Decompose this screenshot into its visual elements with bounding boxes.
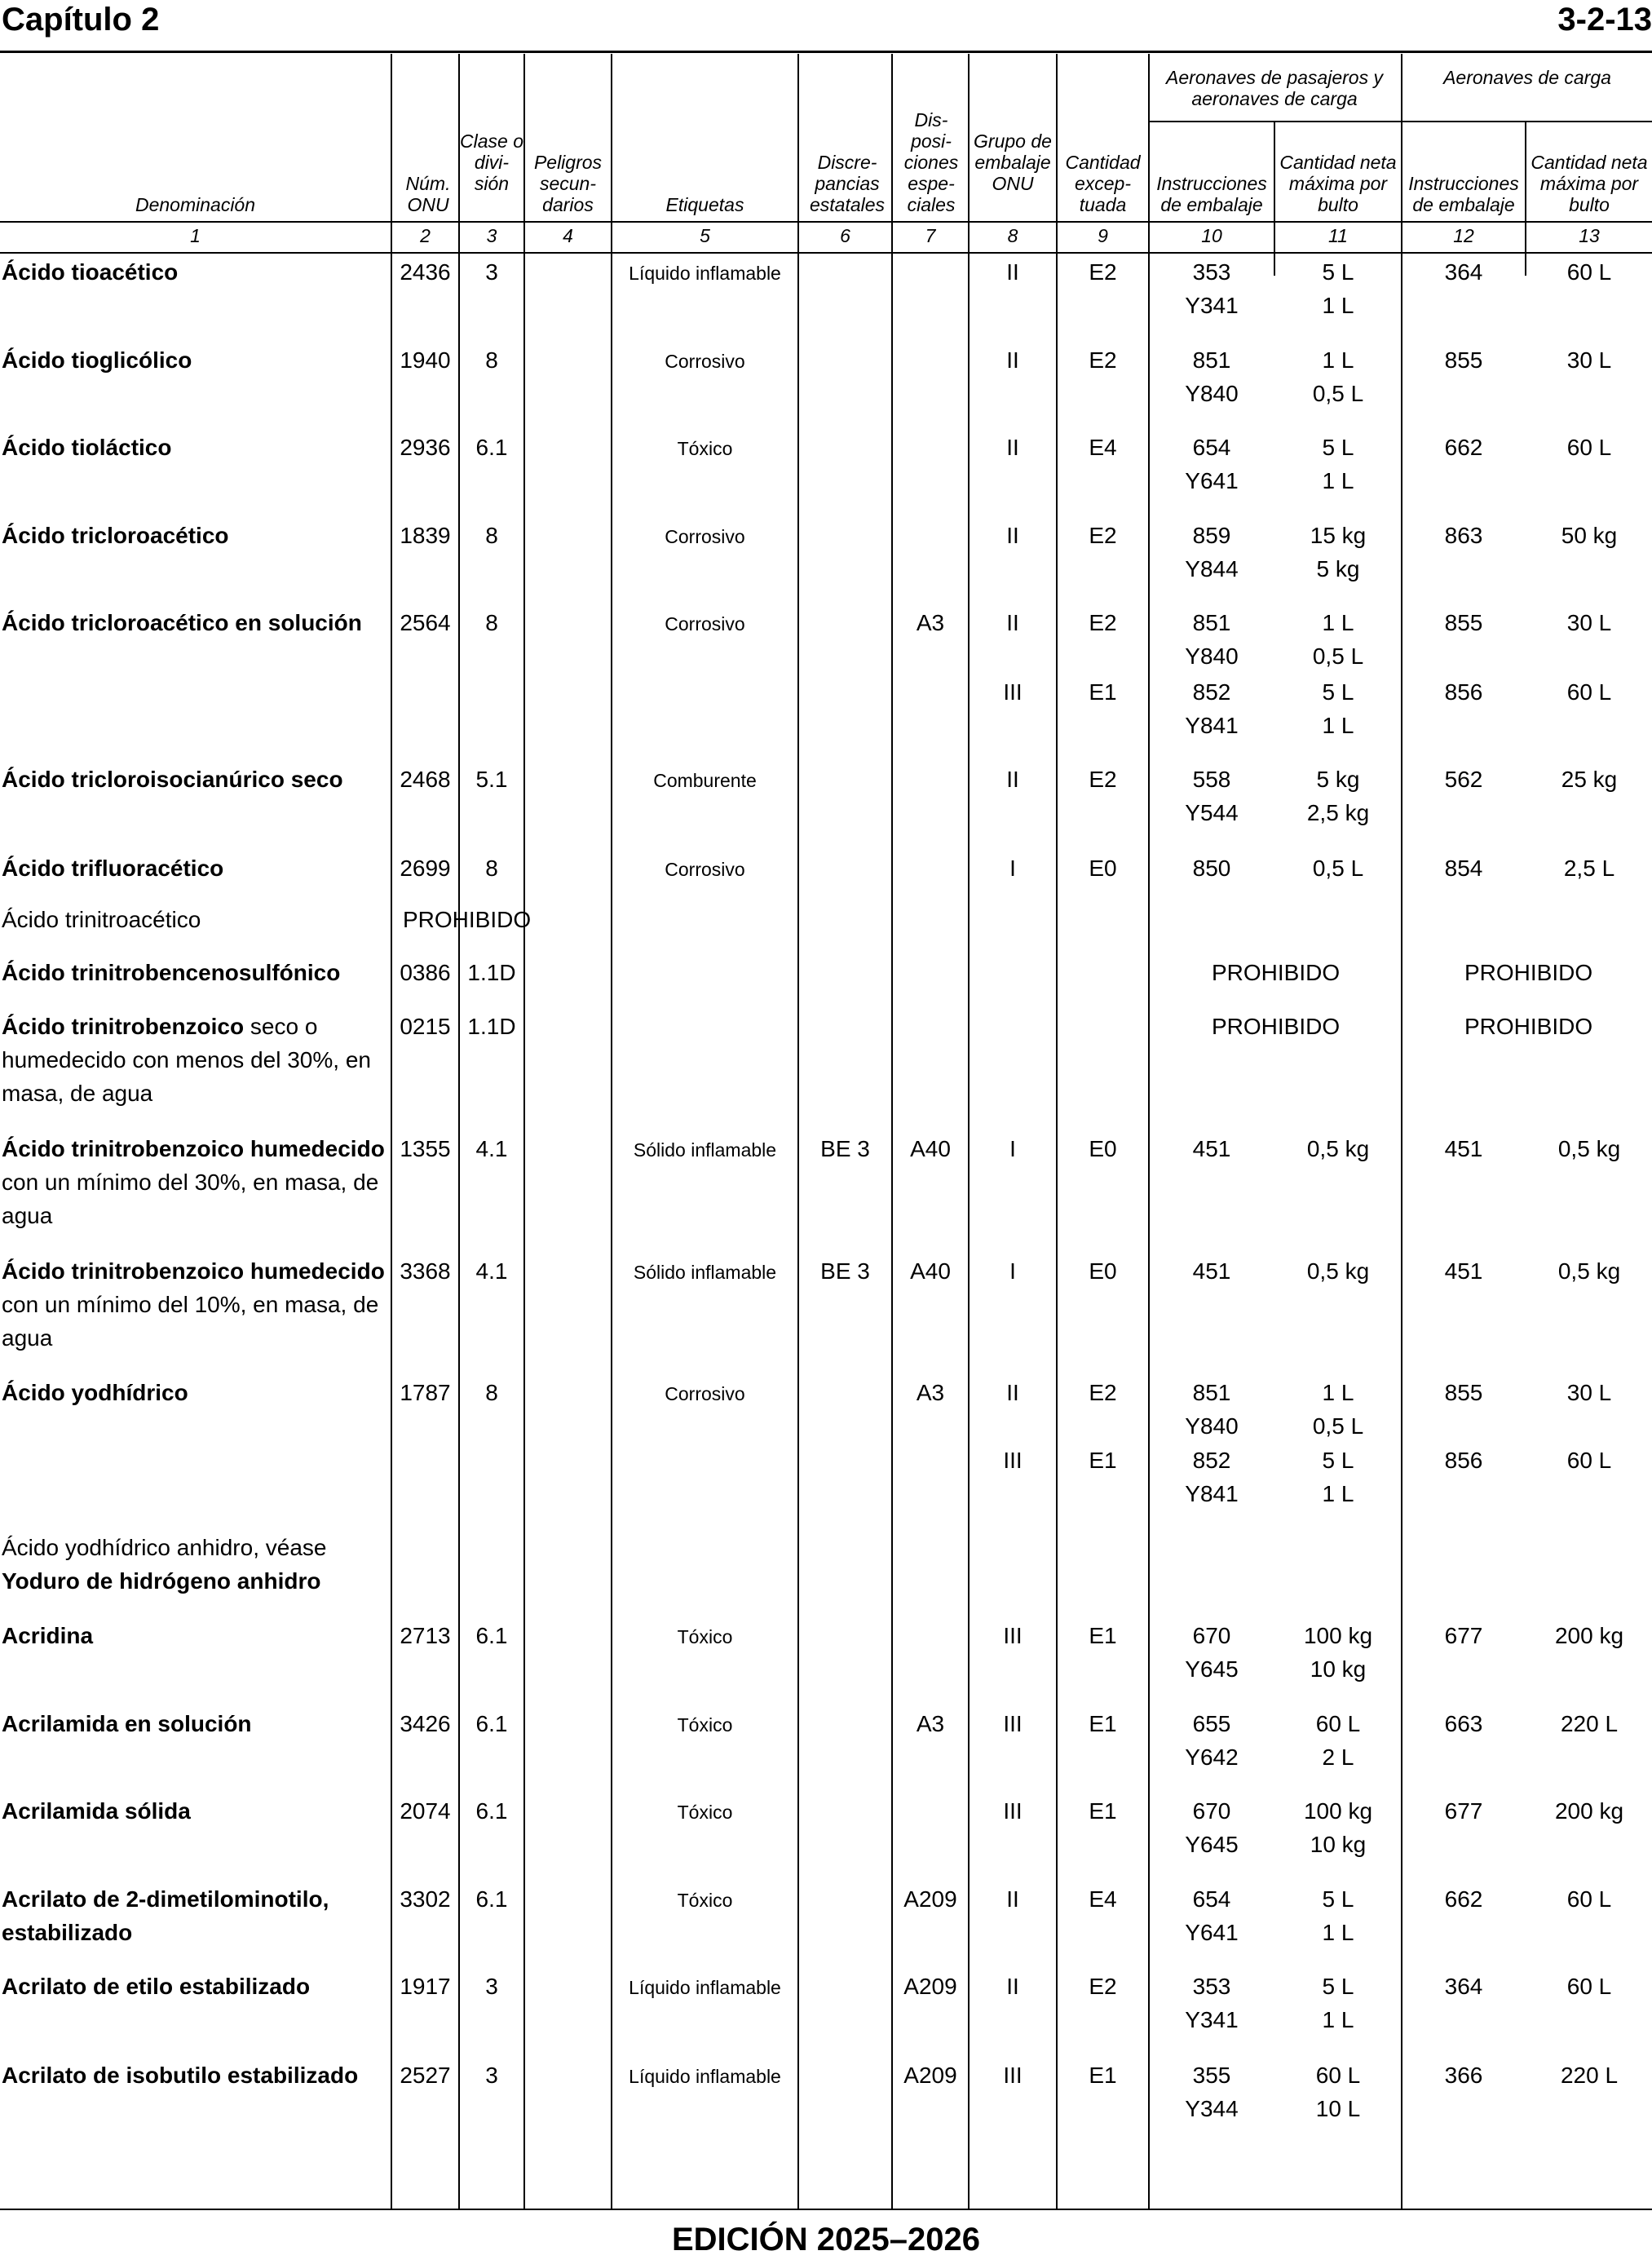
pax-limited-qty: 0,5 L xyxy=(1312,643,1364,669)
excepted-qty: E2 xyxy=(1089,610,1117,635)
colnum-divider xyxy=(0,252,1652,254)
cargo-max-qty: 200 kg xyxy=(1554,1798,1624,1824)
pax-limited-qty: 1 L xyxy=(1322,293,1354,318)
hazard-class: 8 xyxy=(485,856,498,881)
pax-limited-instruction: Y841 xyxy=(1185,1481,1239,1506)
pax-limited-qty: 5 kg xyxy=(1316,556,1360,581)
substance-name: Acrilamida en solución xyxy=(2,1711,252,1736)
pax-limited-instruction: Y341 xyxy=(1185,293,1239,318)
pax-limited-instruction: Y645 xyxy=(1185,1656,1239,1682)
excepted-qty: E4 xyxy=(1089,435,1117,460)
pax-packing-instruction: 353 xyxy=(1192,259,1231,285)
packing-group: II xyxy=(1006,259,1019,285)
substance-name: Acrilato de 2-dimetilominotilo, estabilizado xyxy=(2,1886,329,1945)
pax-packing-instruction: 655 xyxy=(1192,1711,1231,1736)
cargo-max-qty: 0,5 kg xyxy=(1557,1258,1621,1284)
un-number: 0386 xyxy=(400,960,451,985)
pax-limited-qty: 10 kg xyxy=(1310,1832,1367,1857)
pax-max-qty: 5 L xyxy=(1322,679,1354,705)
substance-name: Ácido yodhídrico xyxy=(2,1380,188,1405)
col-number: 7 xyxy=(925,225,936,246)
cargo-max-qty: 60 L xyxy=(1566,679,1612,705)
hazard-class: 6.1 xyxy=(475,1623,508,1648)
col-number: 13 xyxy=(1579,225,1600,246)
excepted-qty: E1 xyxy=(1089,1448,1117,1473)
hazard-class: 6.1 xyxy=(475,1798,508,1824)
pax-max-qty: 5 kg xyxy=(1316,767,1360,792)
cargo-max-qty: 60 L xyxy=(1566,1448,1612,1473)
cargo-packing-instruction: 855 xyxy=(1444,610,1483,635)
hazard-class: 3 xyxy=(485,259,498,285)
un-number: 1787 xyxy=(400,1380,451,1405)
excepted-qty: E1 xyxy=(1089,679,1117,705)
packing-group: I xyxy=(1009,1258,1016,1284)
cargo-packing-instruction: 677 xyxy=(1444,1798,1483,1824)
substance-name: Acridina xyxy=(2,1623,94,1648)
substance-name: Ácido trinitrobenzoico seco o humedecido con menos del 30%, en masa, de agua xyxy=(2,1014,371,1106)
hazard-class: 4.1 xyxy=(475,1258,508,1284)
pax-limited-qty: 10 L xyxy=(1315,2096,1361,2121)
col-header-11: Cantidad neta máxima por bulto xyxy=(1279,152,1397,215)
packing-group: II xyxy=(1006,1974,1019,1999)
packing-group: III xyxy=(1003,1711,1023,1736)
pax-max-qty: 60 L xyxy=(1315,2063,1361,2088)
packing-group: I xyxy=(1009,856,1016,881)
pax-limited-qty: 10 kg xyxy=(1310,1656,1367,1682)
cargo-packing-instruction: 856 xyxy=(1444,1448,1483,1473)
pax-max-qty: 0,5 L xyxy=(1312,856,1364,881)
hazard-label: Tóxico xyxy=(677,1890,733,1911)
pax-limited-instruction: Y840 xyxy=(1185,643,1239,669)
col-number: 5 xyxy=(700,225,710,246)
substance-name: Acrilato de etilo estabilizado xyxy=(2,1974,311,1999)
substance-name: Acrilato de isobutilo estabilizado xyxy=(2,2063,359,2088)
col-header-9: Cantidad excep- tuada xyxy=(1065,152,1141,215)
group-pax-header: Aeronaves de pasajeros y aeronaves de carga xyxy=(1166,67,1383,109)
un-number: 3426 xyxy=(400,1711,451,1736)
cargo-packing-instruction: 366 xyxy=(1444,2063,1483,2088)
pax-max-qty: 60 L xyxy=(1315,1711,1361,1736)
pax-limited-instruction: Y544 xyxy=(1185,800,1239,825)
hazard-class: 3 xyxy=(485,1974,498,1999)
page-header xyxy=(0,0,1652,52)
forbidden-cargo-text: PROHIBIDO xyxy=(1464,1014,1593,1039)
packing-group: II xyxy=(1006,347,1019,373)
col-divider xyxy=(523,54,525,2209)
un-number: 2713 xyxy=(400,1623,451,1648)
pax-packing-instruction: 851 xyxy=(1192,610,1231,635)
packing-group: II xyxy=(1006,1380,1019,1405)
cargo-packing-instruction: 855 xyxy=(1444,1380,1483,1405)
pax-limited-instruction: Y341 xyxy=(1185,2007,1239,2032)
pax-max-qty: 15 kg xyxy=(1310,523,1367,548)
packing-group: I xyxy=(1009,1136,1016,1161)
hazard-label: Corrosivo xyxy=(665,613,745,635)
cargo-packing-instruction: 662 xyxy=(1444,1886,1483,1912)
pax-packing-instruction: 670 xyxy=(1192,1623,1231,1648)
hazard-label: Líquido inflamable xyxy=(629,263,781,284)
packing-group: II xyxy=(1006,1886,1019,1912)
excepted-qty: E0 xyxy=(1089,1258,1117,1284)
un-number: 2468 xyxy=(400,767,451,792)
forbidden-cargo-text: PROHIBIDO xyxy=(1464,960,1593,985)
pax-max-qty: 5 L xyxy=(1322,1886,1354,1912)
pax-limited-qty: 1 L xyxy=(1322,2007,1354,2032)
col-header-1: Denominación xyxy=(135,194,256,215)
hazard-label: Corrosivo xyxy=(665,1383,745,1404)
col-number: 6 xyxy=(840,225,850,246)
header-rule xyxy=(0,51,1652,53)
col-header-7: Dis- posi- ciones espe- ciales xyxy=(903,109,959,215)
cargo-max-qty: 2,5 L xyxy=(1563,856,1615,881)
pax-max-qty: 1 L xyxy=(1322,1380,1354,1405)
packing-group: III xyxy=(1003,1798,1023,1824)
cargo-max-qty: 60 L xyxy=(1566,259,1612,285)
hazard-label: Tóxico xyxy=(677,438,733,459)
excepted-qty: E1 xyxy=(1089,1623,1117,1648)
cargo-packing-instruction: 854 xyxy=(1444,856,1483,881)
pax-packing-instruction: 654 xyxy=(1192,435,1231,460)
cargo-max-qty: 30 L xyxy=(1566,1380,1612,1405)
pax-max-qty: 5 L xyxy=(1322,1448,1354,1473)
edition-footer: EDICIÓN 2025–2026 xyxy=(671,2222,980,2257)
cargo-max-qty: 60 L xyxy=(1566,1974,1612,1999)
hazard-class: 5.1 xyxy=(475,767,508,792)
pax-max-qty: 1 L xyxy=(1322,347,1354,373)
hazard-label: Corrosivo xyxy=(665,351,745,372)
hazard-label: Líquido inflamable xyxy=(629,1977,781,1998)
un-number: 3302 xyxy=(400,1886,451,1912)
excepted-qty: E2 xyxy=(1089,767,1117,792)
special-provision: A3 xyxy=(916,1380,945,1405)
hazard-class: 8 xyxy=(485,347,498,373)
pax-max-qty: 1 L xyxy=(1322,610,1354,635)
cargo-packing-instruction: 662 xyxy=(1444,435,1483,460)
cargo-packing-instruction: 677 xyxy=(1444,1623,1483,1648)
pax-limited-instruction: Y840 xyxy=(1185,381,1239,406)
pax-packing-instruction: 670 xyxy=(1192,1798,1231,1824)
footer-rule xyxy=(0,2209,1652,2210)
col-header-3: Clase o divi- sión xyxy=(460,130,523,194)
pax-max-qty: 5 L xyxy=(1322,259,1354,285)
packing-group: III xyxy=(1003,1623,1023,1648)
pax-max-qty: 100 kg xyxy=(1303,1798,1373,1824)
un-number: 2936 xyxy=(400,435,451,460)
pax-max-qty: 5 L xyxy=(1322,435,1354,460)
pax-packing-instruction: 558 xyxy=(1192,767,1231,792)
hazard-label: Comburente xyxy=(653,770,757,791)
excepted-qty: E2 xyxy=(1089,523,1117,548)
pax-limited-instruction: Y841 xyxy=(1185,713,1239,738)
hazard-label: Sólido inflamable xyxy=(633,1139,777,1161)
pax-limited-qty: 0,5 L xyxy=(1312,381,1364,406)
cargo-max-qty: 60 L xyxy=(1566,1886,1612,1912)
substance-name: Ácido trinitrobencenosulfónico xyxy=(2,960,341,985)
col-header-6: Discre- pancias estatales xyxy=(809,152,886,215)
forbidden-text: PROHIBIDO xyxy=(403,907,532,932)
packing-group: III xyxy=(1003,1448,1023,1473)
col-number: 1 xyxy=(190,225,201,246)
special-provision: A40 xyxy=(910,1136,951,1161)
hazard-class: 6.1 xyxy=(475,1711,508,1736)
hazard-class: 8 xyxy=(485,610,498,635)
packing-group: II xyxy=(1006,610,1019,635)
col-header-4: Peligros secun- darios xyxy=(533,152,603,215)
cargo-packing-instruction: 855 xyxy=(1444,347,1483,373)
hazard-label: Tóxico xyxy=(677,1714,733,1736)
packing-group: III xyxy=(1003,679,1023,705)
pax-packing-instruction: 852 xyxy=(1192,679,1231,705)
pax-limited-qty: 1 L xyxy=(1322,468,1354,493)
pax-limited-qty: 0,5 L xyxy=(1312,1413,1364,1439)
pax-limited-instruction: Y641 xyxy=(1185,468,1239,493)
pax-packing-instruction: 451 xyxy=(1192,1136,1231,1161)
hazard-label: Líquido inflamable xyxy=(629,2066,781,2087)
pax-limited-qty: 2,5 kg xyxy=(1306,800,1370,825)
cargo-max-qty: 30 L xyxy=(1566,610,1612,635)
substance-name: Ácido tricloroacético en solución xyxy=(2,610,362,635)
hazard-class: 6.1 xyxy=(475,435,508,460)
excepted-qty: E2 xyxy=(1089,347,1117,373)
col-header-8: Grupo de embalaje ONU xyxy=(974,130,1052,194)
pax-limited-instruction: Y642 xyxy=(1185,1744,1239,1770)
packing-group: II xyxy=(1006,523,1019,548)
substance-name: Ácido trinitrobenzoico humedecido con un mínimo del 30%, en masa, de agua xyxy=(2,1136,385,1228)
un-number: 2436 xyxy=(400,259,451,285)
substance-name: Ácido tioacético xyxy=(2,259,179,285)
hazard-label: Corrosivo xyxy=(665,526,745,547)
col-header-5: Etiquetas xyxy=(665,194,744,215)
un-number: 2699 xyxy=(400,856,451,881)
substance-name: Ácido tioláctico xyxy=(2,435,172,460)
hazard-class: 6.1 xyxy=(475,1886,508,1912)
pax-limited-qty: 2 L xyxy=(1322,1744,1354,1770)
pax-packing-instruction: 850 xyxy=(1192,856,1231,881)
col-header-12: Instrucciones de embalaje xyxy=(1408,173,1519,215)
cargo-packing-instruction: 364 xyxy=(1444,259,1483,285)
un-number: 1940 xyxy=(400,347,451,373)
excepted-qty: E2 xyxy=(1089,1974,1117,1999)
substance-name: Ácido tricloroacético xyxy=(2,523,229,548)
special-provision: A3 xyxy=(916,1711,945,1736)
substance-name: Ácido trifluoracético xyxy=(2,856,224,881)
cargo-max-qty: 200 kg xyxy=(1554,1623,1624,1648)
hazard-class: 1.1D xyxy=(467,1014,516,1039)
excepted-qty: E2 xyxy=(1089,1380,1117,1405)
hazard-class: 4.1 xyxy=(475,1136,508,1161)
hazard-label: Tóxico xyxy=(677,1802,733,1823)
header-divider xyxy=(0,221,1652,223)
pax-max-qty: 0,5 kg xyxy=(1306,1136,1370,1161)
pax-packing-instruction: 851 xyxy=(1192,347,1231,373)
pax-limited-qty: 1 L xyxy=(1322,1920,1354,1945)
pax-max-qty: 100 kg xyxy=(1303,1623,1373,1648)
hazard-label: Sólido inflamable xyxy=(633,1262,777,1283)
col-divider xyxy=(797,54,799,2209)
cargo-max-qty: 30 L xyxy=(1566,347,1612,373)
substance-name: Ácido trinitroacético xyxy=(2,907,201,932)
cargo-max-qty: 220 L xyxy=(1560,1711,1619,1736)
col-header-2: Núm. ONU xyxy=(405,173,451,215)
un-number: 2527 xyxy=(400,2063,451,2088)
group-cargo-header: Aeronaves de carga xyxy=(1443,67,1611,88)
special-provision: A209 xyxy=(903,1886,957,1912)
hazard-class: 8 xyxy=(485,1380,498,1405)
excepted-qty: E1 xyxy=(1089,1711,1117,1736)
pax-limited-instruction: Y844 xyxy=(1185,556,1239,581)
cargo-packing-instruction: 451 xyxy=(1444,1258,1483,1284)
pax-packing-instruction: 451 xyxy=(1192,1258,1231,1284)
pax-limited-instruction: Y344 xyxy=(1185,2096,1239,2121)
substance-name: Acrilamida sólida xyxy=(2,1798,191,1824)
pax-limited-instruction: Y641 xyxy=(1185,1920,1239,1945)
cargo-max-qty: 220 L xyxy=(1560,2063,1619,2088)
group-divider xyxy=(1148,121,1652,122)
col-number: 3 xyxy=(486,225,497,246)
state-variation: BE 3 xyxy=(820,1258,870,1284)
packing-group: II xyxy=(1006,435,1019,460)
state-variation: BE 3 xyxy=(820,1136,870,1161)
un-number: 3368 xyxy=(400,1258,451,1284)
col-header-13: Cantidad neta máxima por bulto xyxy=(1531,152,1648,215)
excepted-qty: E4 xyxy=(1089,1886,1117,1912)
excepted-qty: E2 xyxy=(1089,259,1117,285)
col-number: 8 xyxy=(1007,225,1018,246)
forbidden-pax-text: PROHIBIDO xyxy=(1212,1014,1341,1039)
col-header-10: Instrucciones de embalaje xyxy=(1156,173,1267,215)
hazard-class: 3 xyxy=(485,2063,498,2088)
cargo-packing-instruction: 863 xyxy=(1444,523,1483,548)
special-provision: A209 xyxy=(903,1974,957,1999)
cargo-packing-instruction: 364 xyxy=(1444,1974,1483,1999)
special-provision: A3 xyxy=(916,610,945,635)
pax-limited-instruction: Y645 xyxy=(1185,1832,1239,1857)
pax-max-qty: 0,5 kg xyxy=(1306,1258,1370,1284)
hazard-class: 8 xyxy=(485,523,498,548)
col-number: 11 xyxy=(1328,225,1348,246)
pax-limited-instruction: Y840 xyxy=(1185,1413,1239,1439)
excepted-qty: E0 xyxy=(1089,856,1117,881)
col-number: 4 xyxy=(563,225,573,246)
col-number: 12 xyxy=(1453,225,1474,246)
hazard-class: 1.1D xyxy=(467,960,516,985)
cargo-max-qty: 25 kg xyxy=(1561,767,1618,792)
cross-reference: Ácido yodhídrico anhidro, véase Yoduro de hidrógeno anhidro xyxy=(2,1535,327,1594)
cargo-packing-instruction: 451 xyxy=(1444,1136,1483,1161)
cargo-max-qty: 60 L xyxy=(1566,435,1612,460)
page-number: 3-2-13 xyxy=(1557,2,1652,38)
col-number: 9 xyxy=(1098,225,1108,246)
substance-name: Ácido tioglicólico xyxy=(2,347,192,373)
pax-packing-instruction: 859 xyxy=(1192,523,1231,548)
packing-group: II xyxy=(1006,767,1019,792)
hazard-label: Corrosivo xyxy=(665,859,745,880)
packing-group: III xyxy=(1003,2063,1023,2088)
un-number: 0215 xyxy=(400,1014,451,1039)
excepted-qty: E1 xyxy=(1089,1798,1117,1824)
un-number: 1839 xyxy=(400,523,451,548)
substance-name: Ácido tricloroisocianúrico seco xyxy=(2,767,343,792)
special-provision: A40 xyxy=(910,1258,951,1284)
cargo-packing-instruction: 856 xyxy=(1444,679,1483,705)
cargo-packing-instruction: 663 xyxy=(1444,1711,1483,1736)
cargo-max-qty: 50 kg xyxy=(1561,523,1618,548)
col-number: 10 xyxy=(1201,225,1222,246)
excepted-qty: E0 xyxy=(1089,1136,1117,1161)
col-number: 2 xyxy=(420,225,431,246)
pax-packing-instruction: 851 xyxy=(1192,1380,1231,1405)
forbidden-pax-text: PROHIBIDO xyxy=(1212,960,1341,985)
pax-limited-qty: 1 L xyxy=(1322,713,1354,738)
excepted-qty: E1 xyxy=(1089,2063,1117,2088)
hazard-label: Tóxico xyxy=(677,1626,733,1647)
un-number: 1917 xyxy=(400,1974,451,1999)
pax-packing-instruction: 654 xyxy=(1192,1886,1231,1912)
special-provision: A209 xyxy=(903,2063,957,2088)
un-number: 2564 xyxy=(400,610,451,635)
pax-packing-instruction: 852 xyxy=(1192,1448,1231,1473)
pax-max-qty: 5 L xyxy=(1322,1974,1354,1999)
pax-packing-instruction: 355 xyxy=(1192,2063,1231,2088)
cargo-packing-instruction: 562 xyxy=(1444,767,1483,792)
pax-packing-instruction: 353 xyxy=(1192,1974,1231,1999)
chapter-title: Capítulo 2 xyxy=(2,2,160,38)
pax-limited-qty: 1 L xyxy=(1322,1481,1354,1506)
substance-name: Ácido trinitrobenzoico humedecido con un mínimo del 10%, en masa, de agua xyxy=(2,1258,385,1351)
cargo-max-qty: 0,5 kg xyxy=(1557,1136,1621,1161)
un-number: 2074 xyxy=(400,1798,451,1824)
un-number: 1355 xyxy=(400,1136,451,1161)
